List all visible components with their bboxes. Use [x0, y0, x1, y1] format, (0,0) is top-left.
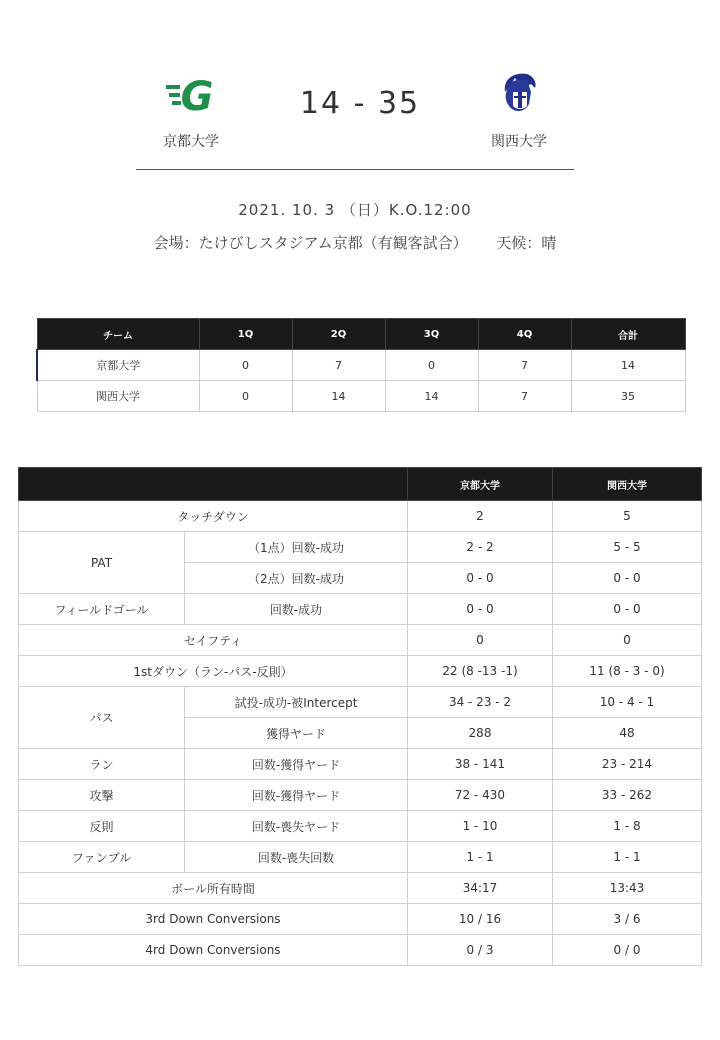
stat-label: ファンブル	[19, 842, 185, 873]
col-header-team: チーム	[37, 319, 199, 350]
table-row	[19, 935, 702, 966]
away-value: 0 - 0	[553, 594, 702, 625]
home-value: 1 - 1	[408, 842, 553, 873]
away-value: 13:43	[553, 873, 702, 904]
home-value: 2 - 2	[408, 532, 553, 563]
col-header-3q: 3Q	[385, 319, 478, 350]
away-value: 0 / 0	[553, 935, 702, 966]
stat-sublabel: 獲得ヤード	[185, 718, 408, 749]
score-cell: 7	[478, 381, 571, 412]
venue-line	[0, 232, 710, 253]
table-row	[19, 873, 702, 904]
home-value: 0 - 0	[408, 563, 553, 594]
away-value: 5 - 5	[553, 532, 702, 563]
stat-sublabel: 回数-成功	[185, 594, 408, 625]
score-cell: 0	[199, 350, 292, 381]
table-row	[37, 350, 685, 381]
stat-label: フィールドゴール	[19, 594, 185, 625]
away-team-name: 関西大学	[491, 134, 547, 150]
table-header-row	[19, 468, 702, 501]
away-value: 1 - 8	[553, 811, 702, 842]
home-value: 288	[408, 718, 553, 749]
col-header-total: 合計	[571, 319, 685, 350]
stat-label: ラン	[19, 749, 185, 780]
home-value: 1 - 10	[408, 811, 553, 842]
stat-label: パス	[19, 687, 185, 749]
kansai-university-logo	[497, 70, 539, 116]
away-value: 48	[553, 718, 702, 749]
stat-sublabel: 試投-成功-被Intercept	[185, 687, 408, 718]
home-value: 22 (8 -13 -1)	[408, 656, 553, 687]
home-value: 34:17	[408, 873, 553, 904]
stat-label: 1stダウン（ラン-パス-反則）	[19, 656, 408, 687]
team-cell: 関西大学	[37, 381, 199, 412]
score-cell: 0	[199, 381, 292, 412]
table-row	[19, 811, 702, 842]
home-value: 2	[408, 501, 553, 532]
score-cell: 14	[385, 381, 478, 412]
away-value: 0	[553, 625, 702, 656]
total-cell: 14	[571, 350, 685, 381]
score-cell: 0	[385, 350, 478, 381]
team-cell: 京都大学	[37, 350, 199, 381]
table-row	[19, 687, 702, 718]
home-value: 34 - 23 - 2	[408, 687, 553, 718]
svg-text:G: G	[180, 76, 214, 116]
stat-label: 反則	[19, 811, 185, 842]
venue: 会場：たけびしスタジアム京都（有観客試合）	[153, 234, 468, 252]
col-header-1q: 1Q	[199, 319, 292, 350]
away-value: 1 - 1	[553, 842, 702, 873]
stat-label-header	[19, 468, 408, 501]
stat-sublabel: 回数-喪失回数	[185, 842, 408, 873]
home-value: 10 / 16	[408, 904, 553, 935]
score-cell: 14	[292, 381, 385, 412]
quarter-score-table	[36, 318, 686, 412]
home-value: 0	[408, 625, 553, 656]
home-team-name: 京都大学	[163, 134, 219, 150]
away-value: 23 - 214	[553, 749, 702, 780]
final-score: 14 - 35	[299, 86, 421, 121]
stat-sublabel: 回数-獲得ヤード	[185, 749, 408, 780]
away-value: 0 - 0	[553, 563, 702, 594]
table-row	[19, 842, 702, 873]
away-value: 33 - 262	[553, 780, 702, 811]
table-header-row	[37, 319, 685, 350]
home-value: 0 / 3	[408, 935, 553, 966]
header-divider	[136, 169, 574, 170]
away-value: 3 / 6	[553, 904, 702, 935]
team-stats-table	[18, 467, 702, 966]
home-value: 72 - 430	[408, 780, 553, 811]
home-value: 38 - 141	[408, 749, 553, 780]
match-header	[0, 0, 720, 290]
score-cell: 7	[292, 350, 385, 381]
stat-label: 攻撃	[19, 780, 185, 811]
table-row	[19, 594, 702, 625]
table-row	[19, 904, 702, 935]
stat-label: セイフティ	[19, 625, 408, 656]
stat-label: タッチダウン	[19, 501, 408, 532]
table-row	[19, 780, 702, 811]
stat-sublabel: 回数-喪失ヤード	[185, 811, 408, 842]
col-header-home: 京都大学	[408, 468, 553, 501]
away-value: 5	[553, 501, 702, 532]
away-value: 10 - 4 - 1	[553, 687, 702, 718]
table-row	[37, 381, 685, 412]
stat-sublabel: （2点）回数-成功	[185, 563, 408, 594]
col-header-away: 関西大学	[553, 468, 702, 501]
stat-label: ボール所有時間	[19, 873, 408, 904]
score-cell: 7	[478, 350, 571, 381]
table-row	[19, 625, 702, 656]
stat-sublabel: （1点）回数-成功	[185, 532, 408, 563]
table-row	[19, 532, 702, 563]
weather: 天候：晴	[496, 234, 557, 252]
stat-label: 3rd Down Conversions	[19, 904, 408, 935]
col-header-4q: 4Q	[478, 319, 571, 350]
stat-label: PAT	[19, 532, 185, 594]
kyoto-university-logo	[166, 76, 216, 116]
stat-sublabel: 回数-獲得ヤード	[185, 780, 408, 811]
match-date: 2021. 10. 3 （日）K.O.12:00	[238, 201, 472, 219]
stat-label: 4rd Down Conversions	[19, 935, 408, 966]
col-header-2q: 2Q	[292, 319, 385, 350]
table-row	[19, 501, 702, 532]
home-value: 0 - 0	[408, 594, 553, 625]
away-value: 11 (8 - 3 - 0)	[553, 656, 702, 687]
table-row	[19, 749, 702, 780]
total-cell: 35	[571, 381, 685, 412]
table-row	[19, 656, 702, 687]
